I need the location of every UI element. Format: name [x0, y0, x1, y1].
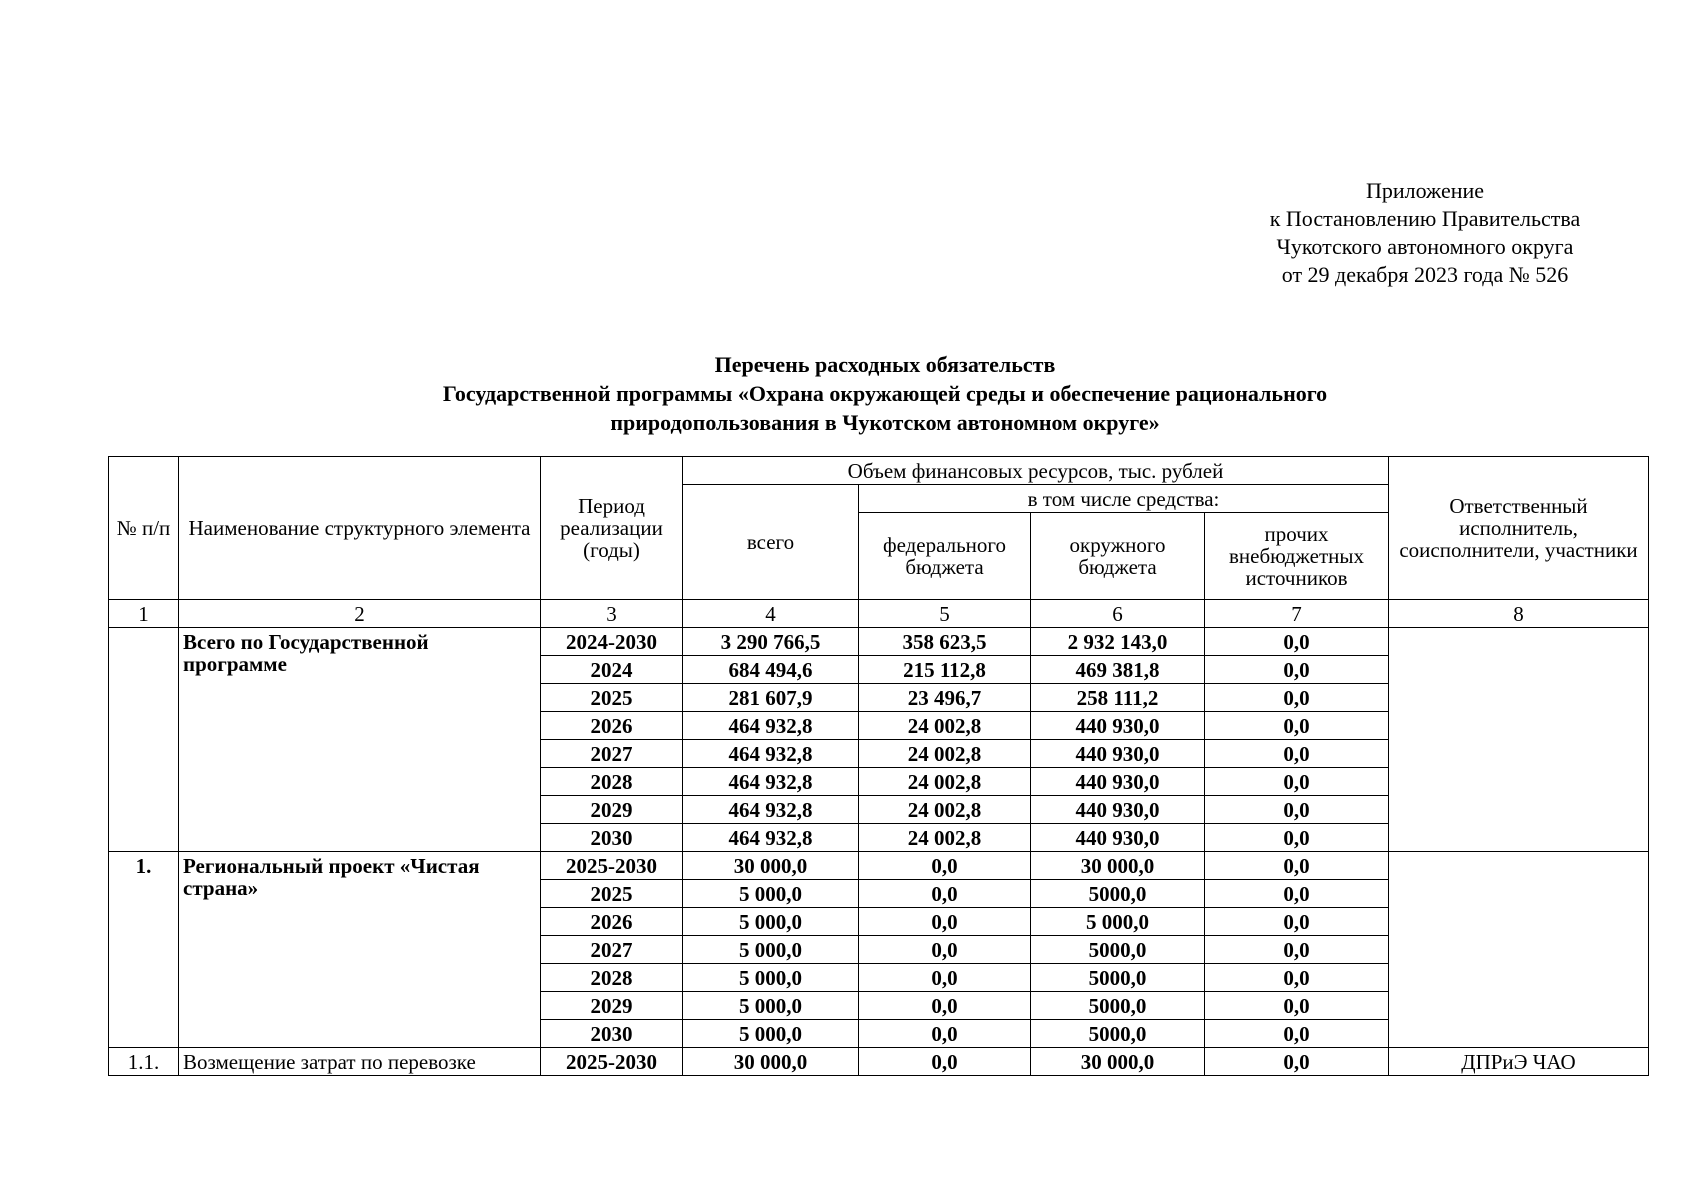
cell-district: 440 930,0	[1031, 712, 1205, 740]
element-name: Региональный проект «Чистая страна»	[179, 852, 541, 1048]
cell-total: 5 000,0	[683, 964, 859, 992]
cell-period: 2025	[541, 880, 683, 908]
row-number	[109, 628, 179, 852]
cell-district: 258 111,2	[1031, 684, 1205, 712]
appendix-line: от 29 декабря 2023 года № 526	[1281, 262, 1569, 287]
cell-federal: 24 002,8	[859, 712, 1031, 740]
cell-district: 5 000,0	[1031, 908, 1205, 936]
cell-federal: 24 002,8	[859, 768, 1031, 796]
header-total: всего	[683, 485, 859, 600]
cell-other: 0,0	[1205, 656, 1389, 684]
column-number: 2	[179, 600, 541, 628]
cell-district: 5000,0	[1031, 992, 1205, 1020]
element-name: Всего по Государственной программе	[179, 628, 541, 852]
cell-period: 2027	[541, 740, 683, 768]
column-number: 1	[109, 600, 179, 628]
column-number: 8	[1389, 600, 1649, 628]
cell-other: 0,0	[1205, 1048, 1389, 1076]
cell-period: 2025-2030	[541, 1048, 683, 1076]
header-no: № п/п	[109, 457, 179, 600]
element-name: Возмещение затрат по перевозке	[179, 1048, 541, 1076]
header-including: в том числе средства:	[859, 485, 1389, 513]
cell-district: 440 930,0	[1031, 768, 1205, 796]
table-row	[109, 1048, 1649, 1076]
cell-federal: 0,0	[859, 992, 1031, 1020]
column-number: 7	[1205, 600, 1389, 628]
cell-district: 5000,0	[1031, 936, 1205, 964]
cell-total: 281 607,9	[683, 684, 859, 712]
cell-period: 2026	[541, 908, 683, 936]
appendix-line: Приложение	[1365, 178, 1485, 203]
appendix-line: Чукотского автономного округа	[1276, 234, 1574, 259]
header-volume: Объем финансовых ресурсов, тыс. рублей	[683, 457, 1389, 485]
header-district: окружного бюджета	[1031, 513, 1205, 600]
cell-other: 0,0	[1205, 684, 1389, 712]
cell-period: 2028	[541, 768, 683, 796]
cell-district: 2 932 143,0	[1031, 628, 1205, 656]
cell-district: 5000,0	[1031, 880, 1205, 908]
cell-district: 30 000,0	[1031, 1048, 1205, 1076]
cell-district: 440 930,0	[1031, 796, 1205, 824]
cell-other: 0,0	[1205, 768, 1389, 796]
cell-total: 5 000,0	[683, 908, 859, 936]
cell-period: 2029	[541, 992, 683, 1020]
title-line: природопользования в Чукотском автономном округе»	[610, 410, 1160, 435]
cell-federal: 215 112,8	[859, 656, 1031, 684]
cell-federal: 0,0	[859, 1020, 1031, 1048]
cell-other: 0,0	[1205, 992, 1389, 1020]
column-number: 4	[683, 600, 859, 628]
cell-total: 464 932,8	[683, 824, 859, 852]
cell-total: 464 932,8	[683, 740, 859, 768]
title-line: Перечень расходных обязательств	[714, 352, 1056, 377]
cell-federal: 24 002,8	[859, 796, 1031, 824]
responsible-cell	[1389, 628, 1649, 852]
cell-total: 5 000,0	[683, 992, 859, 1020]
appendix-block	[1240, 177, 1610, 289]
cell-other: 0,0	[1205, 628, 1389, 656]
document-title	[300, 350, 1470, 437]
cell-other: 0,0	[1205, 712, 1389, 740]
cell-period: 2026	[541, 712, 683, 740]
cell-period: 2028	[541, 964, 683, 992]
cell-total: 30 000,0	[683, 852, 859, 880]
cell-federal: 0,0	[859, 1048, 1031, 1076]
column-number: 5	[859, 600, 1031, 628]
cell-federal: 0,0	[859, 908, 1031, 936]
cell-total: 464 932,8	[683, 796, 859, 824]
cell-total: 5 000,0	[683, 1020, 859, 1048]
table-row	[109, 628, 1649, 656]
cell-other: 0,0	[1205, 740, 1389, 768]
cell-district: 469 381,8	[1031, 656, 1205, 684]
cell-district: 5000,0	[1031, 964, 1205, 992]
cell-total: 684 494,6	[683, 656, 859, 684]
header-federal: федерального бюджета	[859, 513, 1031, 600]
cell-other: 0,0	[1205, 796, 1389, 824]
cell-total: 3 290 766,5	[683, 628, 859, 656]
header-other: прочих внебюджетных источников	[1205, 513, 1389, 600]
cell-federal: 358 623,5	[859, 628, 1031, 656]
cell-district: 5000,0	[1031, 1020, 1205, 1048]
cell-federal: 0,0	[859, 964, 1031, 992]
cell-federal: 24 002,8	[859, 824, 1031, 852]
responsible-cell: ДПРиЭ ЧАО	[1389, 1048, 1649, 1076]
cell-total: 464 932,8	[683, 712, 859, 740]
row-number: 1.	[109, 852, 179, 1048]
cell-period: 2025-2030	[541, 852, 683, 880]
cell-period: 2030	[541, 1020, 683, 1048]
cell-federal: 0,0	[859, 936, 1031, 964]
cell-district: 440 930,0	[1031, 740, 1205, 768]
cell-total: 30 000,0	[683, 1048, 859, 1076]
cell-period: 2030	[541, 824, 683, 852]
title-line: Государственной программы «Охрана окружающей среды и обеспечение рационального	[442, 381, 1328, 406]
cell-total: 5 000,0	[683, 880, 859, 908]
column-number: 6	[1031, 600, 1205, 628]
cell-period: 2027	[541, 936, 683, 964]
cell-period: 2029	[541, 796, 683, 824]
header-name: Наименование структурного элемента	[179, 457, 541, 600]
cell-district: 440 930,0	[1031, 824, 1205, 852]
cell-federal: 24 002,8	[859, 740, 1031, 768]
cell-federal: 23 496,7	[859, 684, 1031, 712]
cell-period: 2024-2030	[541, 628, 683, 656]
cell-district: 30 000,0	[1031, 852, 1205, 880]
cell-total: 464 932,8	[683, 768, 859, 796]
cell-federal: 0,0	[859, 852, 1031, 880]
cell-other: 0,0	[1205, 824, 1389, 852]
table-row	[109, 852, 1649, 880]
column-number: 3	[541, 600, 683, 628]
cell-other: 0,0	[1205, 880, 1389, 908]
cell-federal: 0,0	[859, 880, 1031, 908]
cell-other: 0,0	[1205, 852, 1389, 880]
cell-total: 5 000,0	[683, 936, 859, 964]
cell-other: 0,0	[1205, 936, 1389, 964]
expenditure-table	[108, 456, 1649, 1076]
cell-period: 2024	[541, 656, 683, 684]
cell-other: 0,0	[1205, 964, 1389, 992]
cell-other: 0,0	[1205, 908, 1389, 936]
cell-other: 0,0	[1205, 1020, 1389, 1048]
appendix-line: к Постановлению Правительства	[1269, 206, 1581, 231]
responsible-cell	[1389, 852, 1649, 1048]
row-number: 1.1.	[109, 1048, 179, 1076]
cell-period: 2025	[541, 684, 683, 712]
header-responsible: Ответственный исполнитель, соисполнители, участники	[1389, 457, 1649, 600]
header-period: Период реализации (годы)	[541, 457, 683, 600]
